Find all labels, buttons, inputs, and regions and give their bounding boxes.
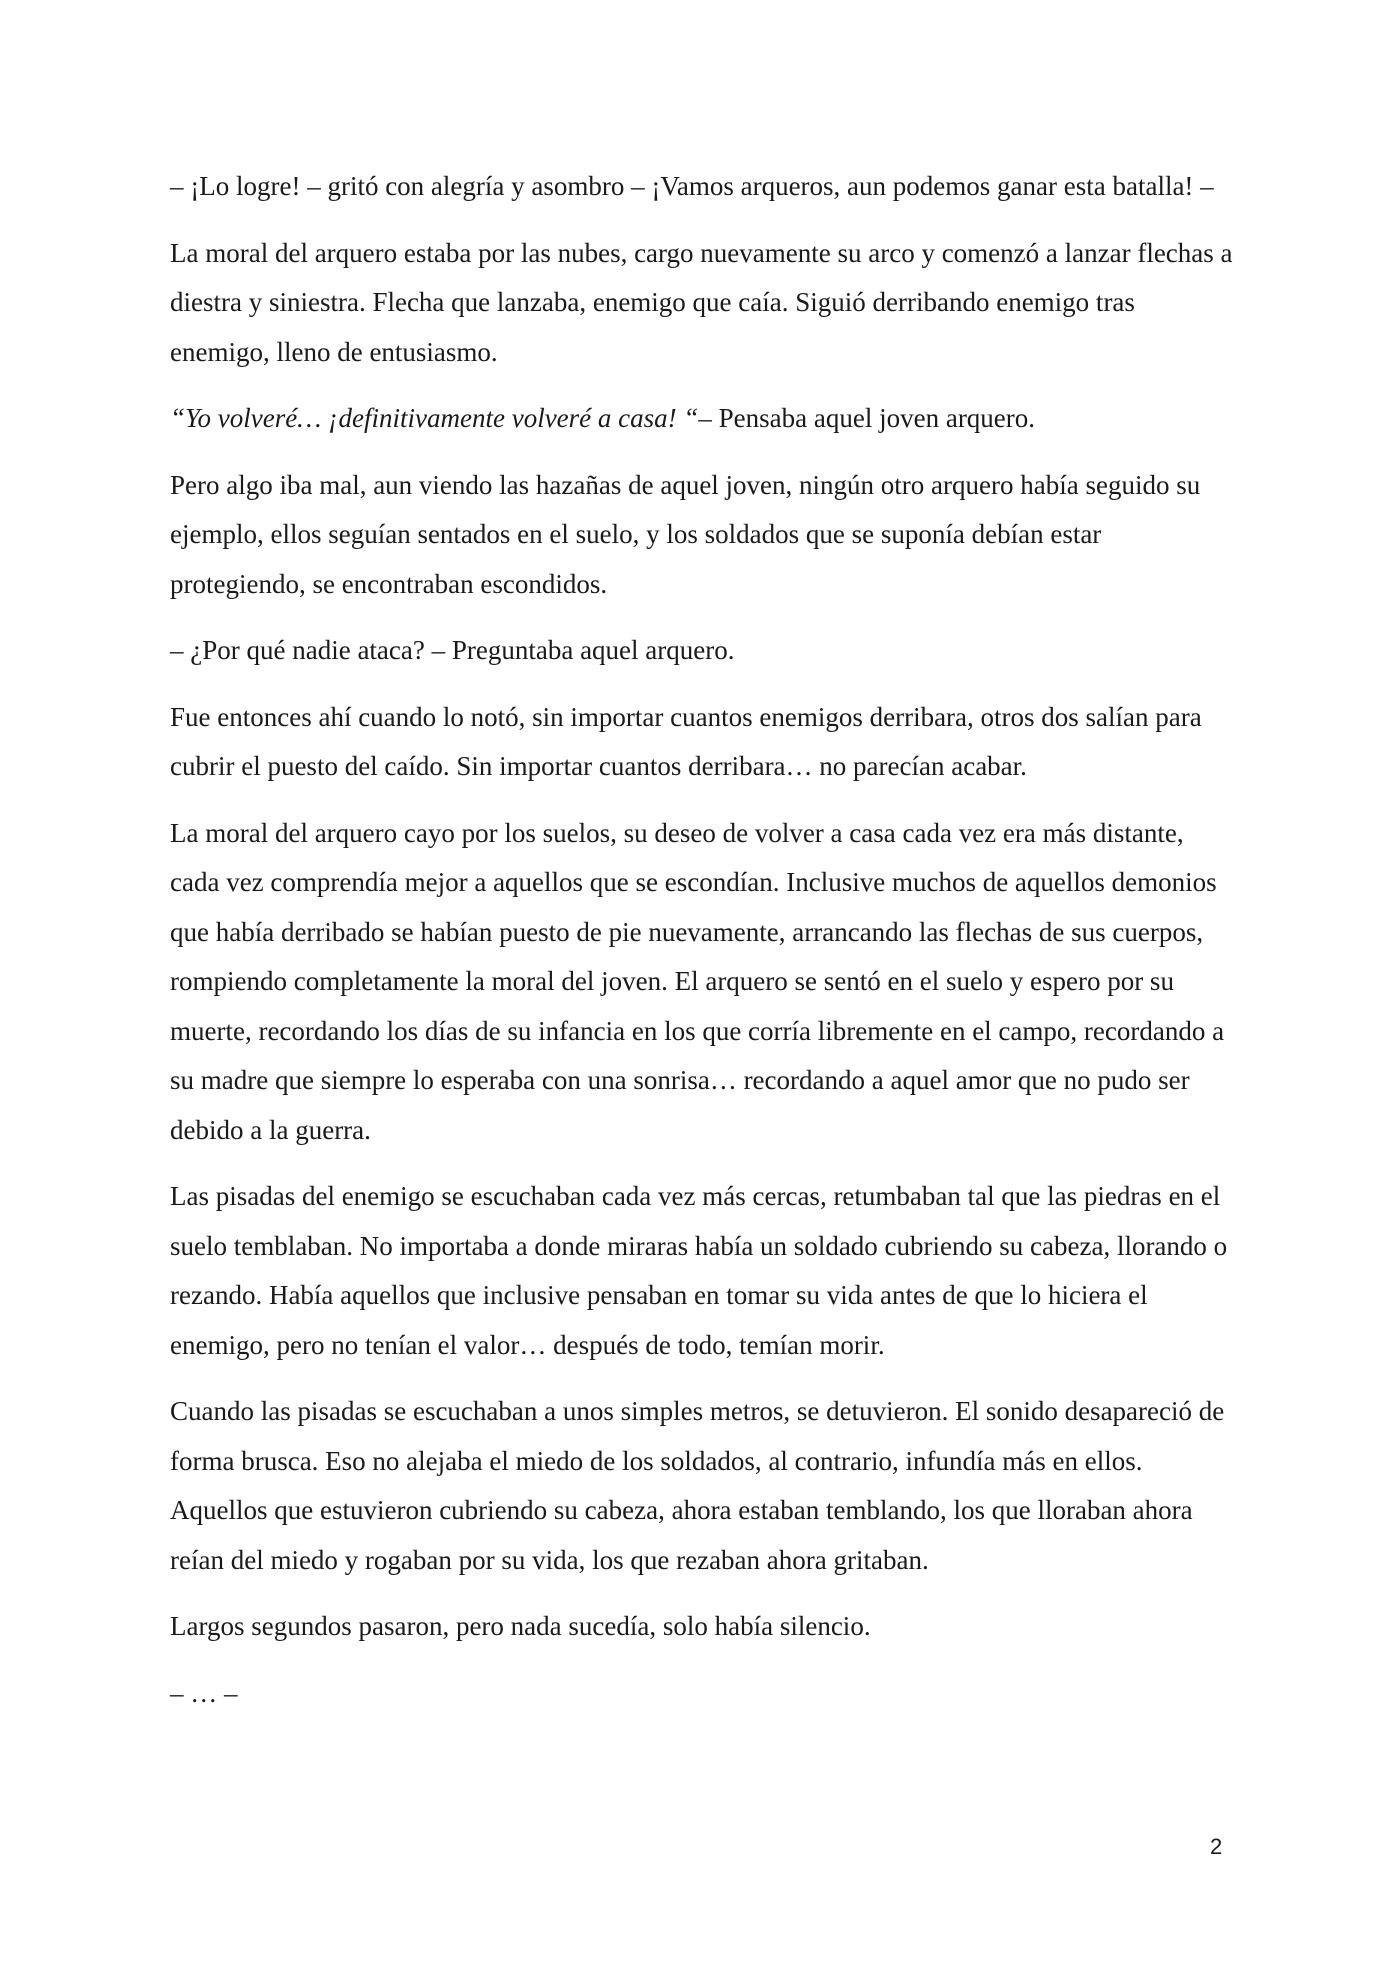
document-body — [170, 162, 1233, 1735]
paragraph-something-wrong: Pero algo iba mal, aun viendo las hazañas de aquel joven, ningún otro arquero había seguido su ejemplo, ellos seguían sentados en el suelo, y los soldados que se suponía debían estar protegiendo, se encontraban escondidos. — [170, 469, 1201, 599]
paragraph-question: – ¿Por qué nadie ataca? – Preguntaba aquel arquero. — [170, 635, 735, 665]
paragraph-footsteps: Las pisadas del enemigo se escuchaban cada vez más cercas, retumbaban tal que las piedras en el suelo temblaban. No importaba a donde miraras había un soldado cubriendo su cabeza, llorando o rezando. Había aquellos que inclusive pensaban en tomar su vida antes de que lo hiciera el enemigo, pero no tenían el valor… después de todo, temían morir. — [170, 1181, 1228, 1360]
paragraph-long-seconds: Largos segundos pasaron, pero nada sucedía, solo había silencio. — [170, 1611, 871, 1641]
page-number: 2 — [1210, 1834, 1223, 1859]
paragraph-realization: Fue entonces ahí cuando lo notó, sin importar cuantos enemigos derribara, otros dos salían para cubrir el puesto del caído. Sin importar cuantos derribara… no parecían acabar. — [170, 701, 1202, 781]
thought-normal-text: – Pensaba aquel joven arquero. — [698, 403, 1036, 433]
paragraph-exclamation: – ¡Lo logre! – gritó con alegría y asombro – ¡Vamos arqueros, aun podemos ganar esta batalla! – — [170, 171, 1214, 201]
paragraph-ellipsis: – … – — [170, 1677, 238, 1708]
thought-italic-text: “Yo volveré… ¡definitivamente volveré a casa! “ — [170, 403, 699, 433]
paragraph-thought — [170, 394, 1233, 444]
paragraph-archer-morale: La moral del arquero estaba por las nubes, cargo nuevamente su arco y comenzó a lanzar flechas a diestra y siniestra. Flecha que lanzaba, enemigo que caía. Siguió derribando enemigo tras enemigo, lleno de entusiasmo. — [170, 237, 1233, 367]
paragraph-despair: La moral del arquero cayo por los suelos, su deseo de volver a casa cada vez era más distante, cada vez comprendía mejor a aquellos que se escondían. Inclusive muchos de aquellos demonios que había derribado se habían puesto de pie nuevamente, arrancando las flechas de sus cuerpos, rompiendo completamente la moral del joven. El arquero se sentó en el suelo y espero por su muerte, recordando los días de su infancia en los que corría libremente en el campo, recordando a su madre que siempre lo esperaba con una sonrisa… recordando a aquel amor que no pudo ser debido a la guerra. — [170, 817, 1225, 1145]
paragraph-silence-falls: Cuando las pisadas se escuchaban a unos simples metros, se detuvieron. El sonido desapareció de forma brusca. Eso no alejaba el miedo de los soldados, al contrario, infundía más en ellos. Aquellos que estuvieron cubriendo su cabeza, ahora estaban temblando, los que lloraban ahora reían del miedo y rogaban por su vida, los que rezaban ahora gritaban. — [170, 1396, 1225, 1575]
